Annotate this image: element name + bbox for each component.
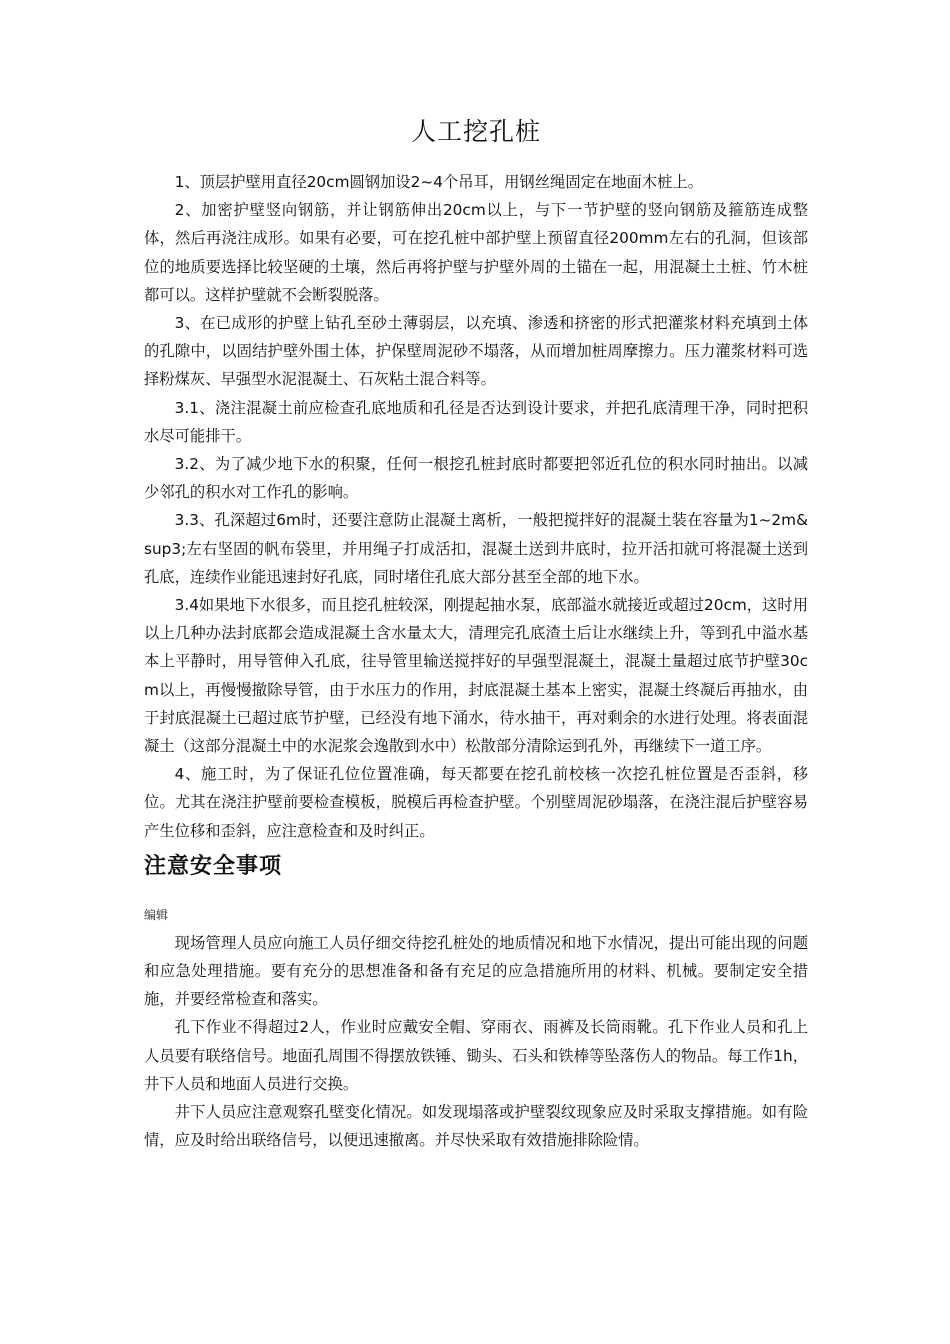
paragraph-3-2: 3.2、为了减少地下水的积聚，任何一根挖孔桩封底时都要把邻近孔位的积水同时抽出。以减少邻孔的积水对工作孔的影响。: [144, 455, 808, 502]
paragraph-2: 2、加密护壁竖向钢筋，并让钢筋伸出20cm以上，与下一节护壁的竖向钢筋及箍筋连成整体，然后再浇注成形。如果有必要，可在挖孔桩中部护壁上预留直径200mm左右的孔洞，但该部位的地质要选择比较坚硬的土壤，然后再将护壁与护壁外周的土锚在一起，用混凝土土桩、竹木桩都可以。这样护壁就不会断裂脱落。: [144, 201, 808, 304]
document-page: [144, 112, 808, 1155]
safety-section-heading: 注意安全事项: [144, 853, 283, 879]
edit-link[interactable]: 编辑: [144, 907, 169, 922]
paragraph-3-4: 3.4如果地下水很多，而且挖孔桩较深，刚提起抽水泵，底部溢水就接近或超过20cm，这时用以上几种办法封底都会造成混凝土含水量太大，清理完孔底渣土后让水继续上升，等到孔中溢水基本上平静时，用导管伸入孔底，往导管里输送搅拌好的早强型混凝土，混凝土量超过底节护壁30cm以上，再慢慢撤除导管，由于水压力的作用，封底混凝土基本上密实，混凝土终凝后再抽水，由于封底混凝土已超过底节护壁，已经没有地下涌水，待水抽干，再对剩余的水进行处理。将表面混凝土（这部分混凝土中的水泥浆会逸散到水中）松散部分清除运到孔外，再继续下一道工序。: [144, 596, 808, 756]
document-title: 人工挖孔桩: [410, 117, 541, 146]
paragraph-3: 3、在已成形的护壁上钻孔至砂土薄弱层，以充填、渗透和挤密的形式把灌浆材料充填到土体的孔隙中，以固结护壁外围土体，护保壁周泥砂不塌落，从而增加桩周摩擦力。压力灌浆材料可选择粉煤灰、早强型水泥混凝土、石灰粘土混合料等。: [144, 314, 808, 389]
paragraph-3-3: 3.3、孔深超过6m时，还要注意防止混凝土离析，一般把搅拌好的混凝土装在容量为1~2m&sup3;左右坚固的帆布袋里，并用绳子打成活扣，混凝土送到井底时，拉开活扣就可将混凝土送到孔底，连续作业能迅速封好孔底，同时堵住孔底大部分甚至全部的地下水。: [144, 511, 808, 586]
safety-paragraph-3: 井下人员应注意观察孔壁变化情况。如发现塌落或护壁裂纹现象应及时采取支撑措施。如有险情，应及时给出联络信号，以便迅速撤离。并尽快采取有效措施排除险情。: [144, 1103, 808, 1150]
safety-paragraph-1: 现场管理人员应向施工人员仔细交待挖孔桩处的地质情况和地下水情况，提出可能出现的问题和应急处理措施。要有充分的思想准备和备有充足的应急措施所用的材料、机械。要制定安全措施，并要经常检查和落实。: [144, 933, 808, 1009]
paragraph-4: 4、施工时，为了保证孔位位置准确，每天都要在挖孔前校核一次挖孔桩位置是否歪斜，移位。尤其在浇注护壁前要检查模板，脱模后再检查护壁。个别壁周泥砂塌落，在浇注混后护壁容易产生位移和歪斜，应注意检查和及时纠正。: [144, 765, 808, 840]
paragraph-1: 1、顶层护壁用直径20cm圆钢加设2~4个吊耳，用钢丝绳固定在地面木桩上。: [174, 173, 703, 191]
safety-paragraph-2: 孔下作业不得超过2人，作业时应戴安全帽、穿雨衣、雨裤及长筒雨靴。孔下作业人员和孔上人员要有联络信号。地面孔周围不得摆放铁锤、锄头、石头和铁棒等坠落伤人的物品。每工作1h，井下人员和地面人员进行交换。: [144, 1018, 808, 1093]
paragraph-3-1: 3.1、浇注混凝土前应检查孔底地质和孔径是否达到设计要求，并把孔底清理干净，同时把积水尽可能排干。: [144, 398, 808, 445]
